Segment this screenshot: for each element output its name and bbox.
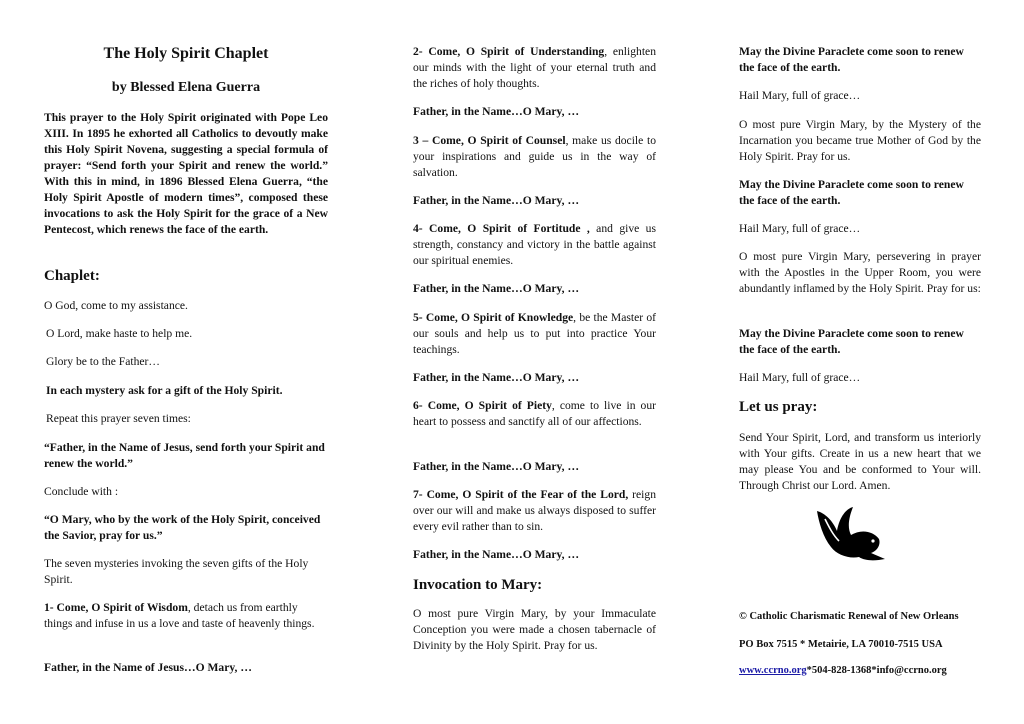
refrain: Father, in the Name…O Mary, … [413,460,580,473]
byline: by Blessed Elena Guerra [111,80,261,95]
instruction-line: In each mystery ask for a gift of the Holy Spirit. [46,384,283,397]
hail-mary: Hail Mary, full of grace… [739,89,861,102]
gift-fear-of-lord: 7- Come, O Spirit of the Fear of the Lord, reign over our will and make us always disposed to suffer every evil rather than to sin. [413,488,656,533]
prayer-father: “Father, in the Name of Jesus, send forth your Spirit and renew the world.” [44,441,325,470]
refrain: Father, in the Name…O Mary, … [413,371,580,384]
closing-prayer: Send Your Spirit, Lord, and transform us interiorly with Your gifts. Create in us a new heart that we may please You and be conformed to Your will. Through Christ our Lord. Amen. [739,431,981,492]
refrain: Father, in the Name…O Mary, … [413,105,580,118]
hail-mary: Hail Mary, full of grace… [739,222,861,235]
invocation-heading: Invocation to Mary: [413,577,543,593]
page-title: The Holy Spirit Chaplet [103,45,269,62]
dove-icon [815,505,887,567]
gift-piety: 6- Come, O Spirit of Piety, come to live in our heart to possess and sanctify all of our affections. [413,399,656,428]
refrain: Father, in the Name…O Mary, … [413,282,580,295]
prayer-line: O God, come to my assistance. [44,299,188,312]
gift-understanding: 2- Come, O Spirit of Understanding, enlighten our minds with the light of your eternal truth and the riches of holy thoughts. [413,45,656,90]
gift-knowledge: 5- Come, O Spirit of Knowledge, be the Master of our souls and help us to put into practice Your teachings. [413,311,657,356]
refrain: Father, in the Name of Jesus…O Mary, … [44,661,252,674]
instruction-line: Repeat this prayer seven times: [46,412,191,425]
intro-paragraph: This prayer to the Holy Spirit originated with Pope Leo XIII. In 1895 he exhorted all Catholics to devoutly make this Holy Spirit Novena, suggesting a special formula of prayer: “Send forth your Spirit and renew the world.” With this in mind, in 1896 Blessed Elena Guerra, “the Holy Spirit Apostle of modern times”, composed these invocations to ask the Holy Spirit for the grace of a New Pentecost, which renews the face of the earth. [44,111,328,236]
refrain: Father, in the Name…O Mary, … [413,548,580,561]
gift-wisdom: 1- Come, O Spirit of Wisdom, detach us from earthly things and infuse in us a love and taste of heavenly things. [44,601,315,630]
gift-fortitude: 4- Come, O Spirit of Fortitude , and give us strength, constancy and victory in the battle against our spiritual enemies. [413,222,656,267]
prayer-line: O Lord, make haste to help me. [46,327,193,340]
gift-counsel: 3 – Come, O Spirit of Counsel, make us docile to your inspirations and guide us in the way of salvation. [413,134,656,179]
mystery-upper-room: O most pure Virgin Mary, persevering in prayer with the Apostles in the Upper Room, you were abundantly inflamed by the Holy Spirit. Pray for us: [739,250,981,295]
prayer-line: Glory be to the Father… [46,355,160,368]
refrain: Father, in the Name…O Mary, … [413,194,580,207]
mysteries-intro: The seven mysteries invoking the seven gifts of the Holy Spirit. [44,557,309,586]
chaplet-heading: Chaplet: [44,268,100,284]
website-link[interactable]: www.ccrno.org [739,665,807,676]
hail-mary: Hail Mary, full of grace… [739,371,861,384]
contact-line [739,663,981,679]
paraclete-refrain: May the Divine Paraclete come soon to renew the face of the earth. [739,327,964,356]
paraclete-refrain: May the Divine Paraclete come soon to renew the face of the earth. [739,178,964,207]
let-us-pray-heading: Let us pray: [739,399,818,415]
phone-email: *504-828-1368*info@ccrno.org [806,665,947,676]
prayer-mary: “O Mary, who by the work of the Holy Spirit, conceived the Savior, pray for us.” [44,513,321,542]
instruction-line: Conclude with : [44,485,119,498]
invocation-text: O most pure Virgin Mary, by your Immaculate Conception you were made a chosen tabernacle of Divinity by the Holy Spirit. Pray for us. [413,607,656,652]
paraclete-refrain: May the Divine Paraclete come soon to renew the face of the earth. [739,45,964,74]
copyright: © Catholic Charismatic Renewal of New Orleans [739,611,959,622]
mystery-incarnation: O most pure Virgin Mary, by the Mystery of the Incarnation you became true Mother of God by the Holy Spirit. Pray for us. [739,118,981,163]
address: PO Box 7515 * Metairie, LA 70010-7515 USA [739,639,943,650]
